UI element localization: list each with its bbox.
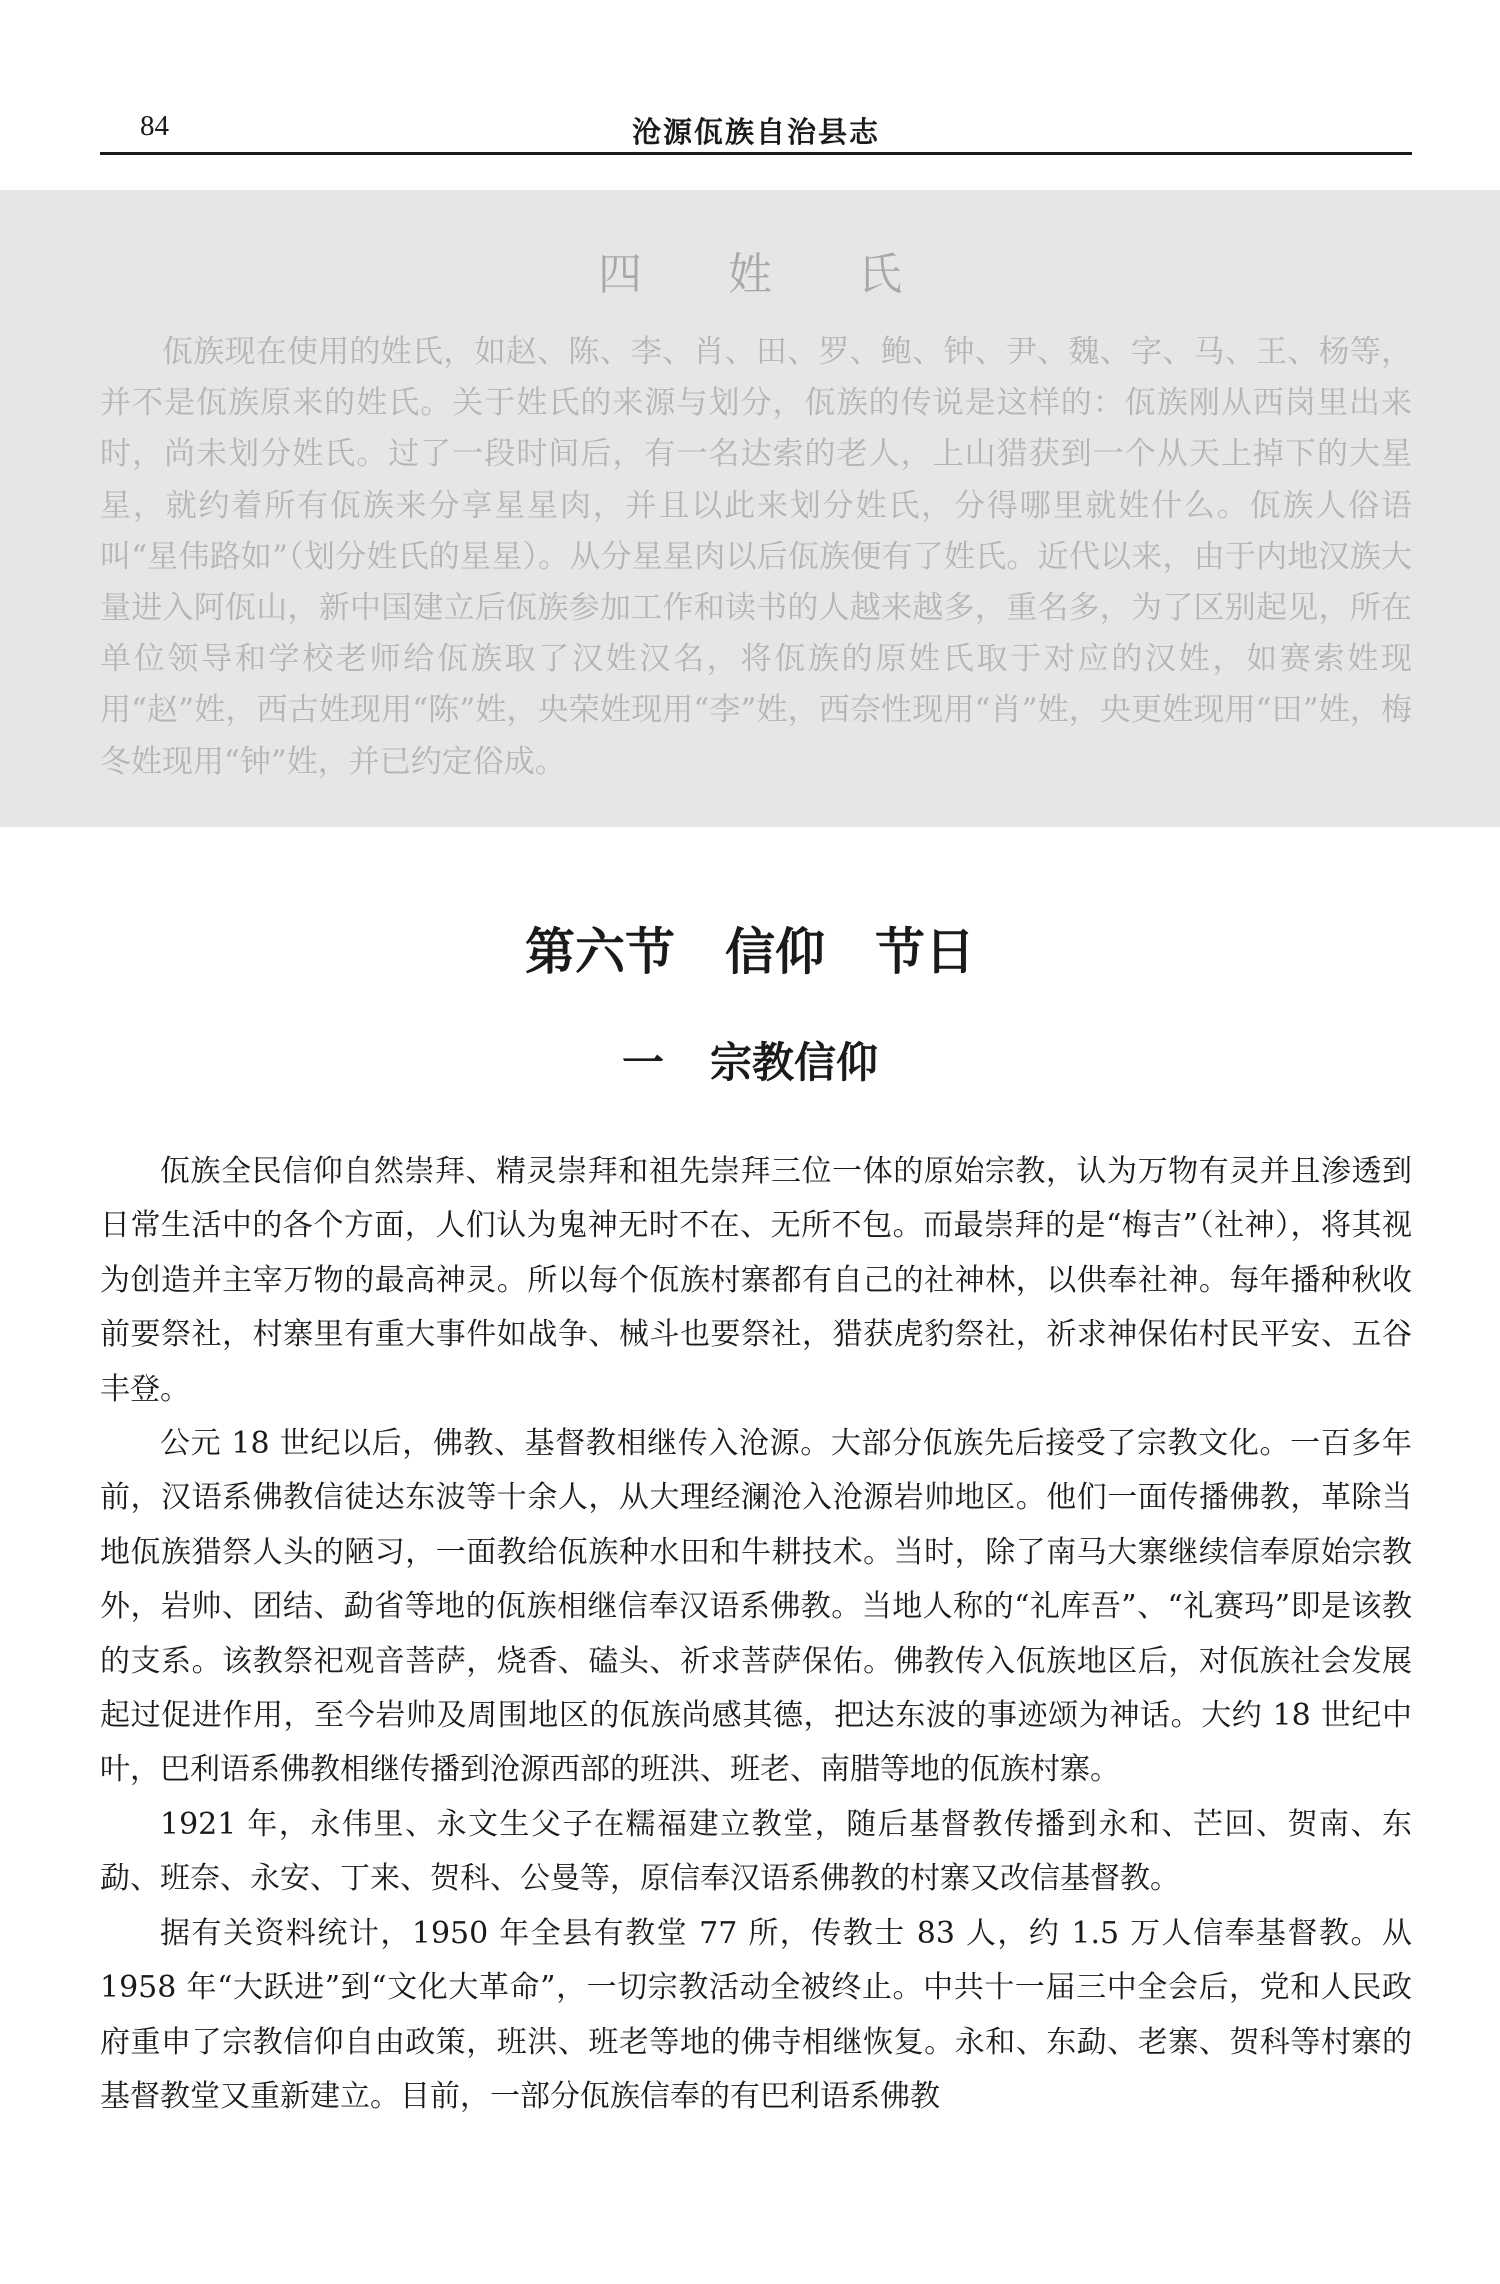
subsection-name: 宗教信仰 — [710, 1038, 879, 1087]
section-title-part-2: 节日 — [875, 923, 975, 981]
surnames-paragraph: 佤族现在使用的姓氏，如赵、陈、李、肖、田、罗、鲍、钟、尹、魏、字、马、王、杨等，并不是佤族原来的姓氏。关于姓氏的来源与划分，佤族的传说是这样的：佤族刚从西岗里出来时，尚未划分姓氏。过了一段时间后，有一名达索的老人，上山猎获到一个从天上掉下的大星星，就约着所有佤族来分享星星肉，并且以此来划分姓氏，分得哪里就姓什么。佤族人俗语叫“星伟路如”（划分姓氏的星星）。从分星星肉以后佤族便有了姓氏。近代以来，由于内地汉族大量进入阿佤山，新中国建立后佤族参加工作和读书的人越来越多，重名多，为了区别起见，所在单位领导和学校老师给佤族取了汉姓汉名，将佤族的原姓氏取于对应的汉姓，如赛索姓现用“赵”姓，西古姓现用“陈”姓，央荣姓现用“李”姓，西奈性现用“肖”姓，央更姓现用“田”姓，梅冬姓现用“钟”姓，并已约定俗成。 — [100, 334, 1412, 780]
subsection-number: 一 — [621, 1038, 664, 1087]
body-paragraph: 佤族全民信仰自然崇拜、精灵崇拜和祖先崇拜三位一体的原始宗教，认为万物有灵并且渗透到日常生活中的各个方面，人们认为鬼神无时不在、无所不包。而最崇拜的是“梅吉”（社神），将其视为创造并主宰万物的最高神灵。所以每个佤族村寨都有自己的社神林，以供奉社神。每年播种秋收前要祭社，村寨里有重大事件如战争、械斗也要祭社，猎获虎豹祭社，祈求神保佑村民平安、五谷丰登。 — [100, 1154, 1412, 1407]
body-paragraph: 据有关资料统计，1950 年全县有教堂 77 所，传教士 83 人，约 1.5 万人信奉基督教。从 1958 年“大跃进”到“文化大革命”，一切宗教活动全被终止。中共十一届三中全会后，党和人民政府重申了宗教信仰自由政策，班洪、班老等地的佛寺相继恢复。永和、东勐、老寨、贺科等村寨的基督教堂又重新建立。目前，一部分佤族信奉的有巴利语系佛教 — [100, 1915, 1412, 2114]
section-title — [0, 912, 1500, 984]
section-number: 第六节 — [525, 923, 675, 981]
body-paragraph: 1921 年，永伟里、永文生父子在糯福建立教堂，随后基督教传播到永和、芒回、贺南、东勐、班奈、永安、丁来、贺科、公曼等，原信奉汉语系佛教的村寨又改信基督教。 — [100, 1806, 1412, 1897]
body-paragraph: 公元 18 世纪以后，佛教、基督教相继传入沧源。大部分佤族先后接受了宗教文化。一百多年前，汉语系佛教信徒达东波等十余人，从大理经澜沧入沧源岩帅地区。他们一面传播佛教，革除当地佤族猎祭人头的陋习，一面教给佤族种水田和牛耕技术。当时，除了南马大寨继续信奉原始宗教外，岩帅、团结、勐省等地的佤族相继信奉汉语系佛教。当地人称的“礼库吾”、“礼赛玛”即是该教的支系。该教祭祀观音菩萨，烧香、磕头、祈求菩萨保佑。佛教传入佤族地区后，对佤族社会发展起过促进作用，至今岩帅及周围地区的佤族尚感其德，把达东波的事迹颂为神话。大约 18 世纪中叶，巴利语系佛教相继传播到沧源西部的班洪、班老、南腊等地的佤族村寨。 — [100, 1426, 1412, 1788]
page-number: 84 — [140, 110, 169, 142]
faded-surnames-section — [0, 190, 1500, 827]
section-title-part-1: 信仰 — [725, 923, 825, 981]
book-title: 沧源佤族自治县志 — [631, 115, 880, 149]
surnames-heading: 四 姓 氏 — [598, 249, 938, 300]
subsection-title — [0, 1030, 1500, 1090]
main-body — [100, 1145, 1412, 2124]
page-header — [100, 100, 1412, 155]
